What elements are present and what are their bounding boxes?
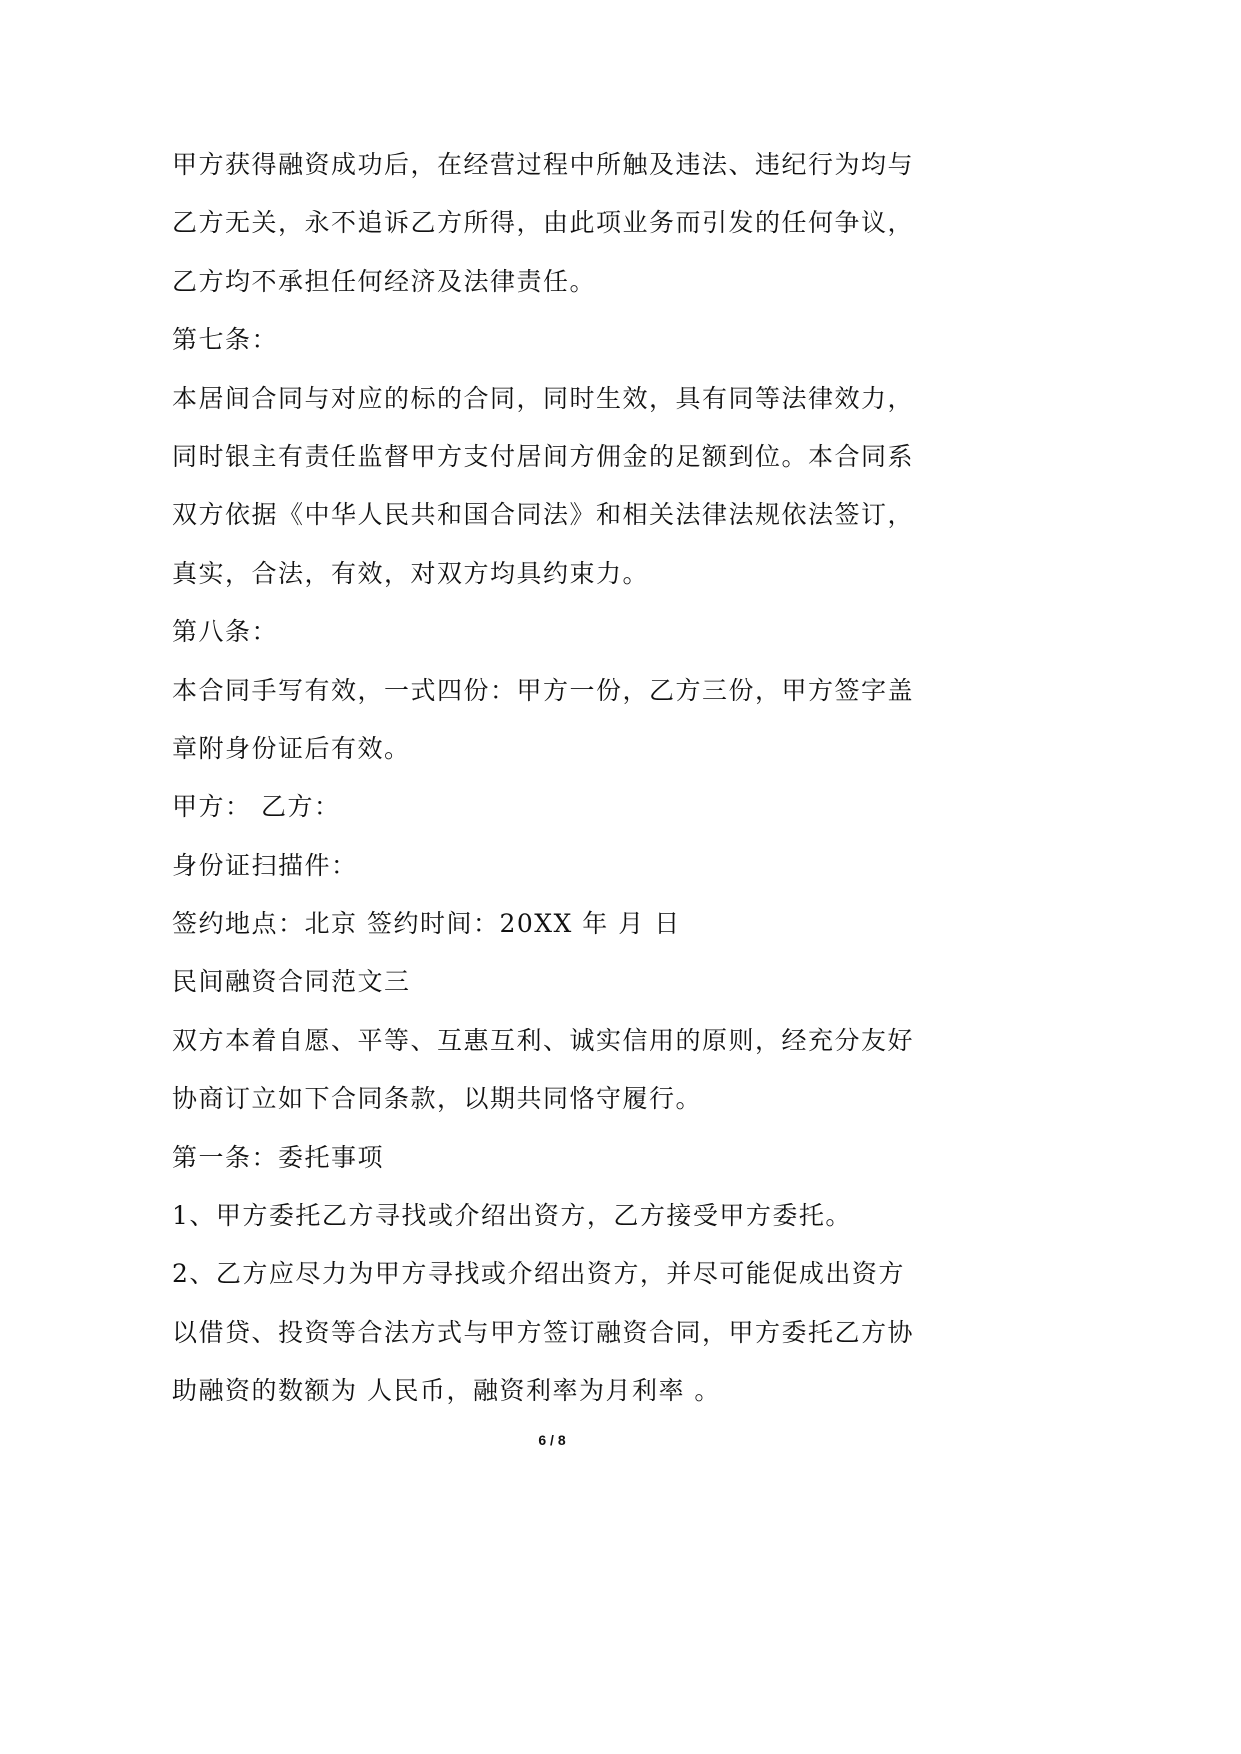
- section-title: 民间融资合同范文三: [172, 967, 411, 997]
- text-line: 乙方无关，永不追诉乙方所得，由此项业务而引发的任何争议，: [172, 208, 915, 238]
- text-line: 双方依据《中华人民共和国合同法》和相关法律法规依法签订，: [172, 500, 915, 530]
- text-line: 助融资的数额为 人民币，融资利率为月利率 。: [172, 1376, 721, 1406]
- signing-place-time: 签约地点：北京 签约时间：20XX 年 月 日: [172, 909, 681, 939]
- text-line: 以借贷、投资等合法方式与甲方签订融资合同，甲方委托乙方协: [172, 1317, 915, 1347]
- text-line: 双方本着自愿、平等、互惠互利、诚实信用的原则，经充分友好: [172, 1025, 915, 1055]
- text-line: 本合同手写有效，一式四份：甲方一份，乙方三份，甲方签字盖: [172, 675, 915, 705]
- id-scan-label: 身份证扫描件：: [172, 850, 358, 880]
- page-number: 6 / 8: [538, 1432, 566, 1448]
- clause-heading: 第一条：委托事项: [172, 1142, 385, 1172]
- text-line: 协商订立如下合同条款，以期共同恪守履行。: [172, 1084, 703, 1114]
- text-line: 本居间合同与对应的标的合同，同时生效，具有同等法律效力，: [172, 383, 915, 413]
- text-line: 乙方均不承担任何经济及法律责任。: [172, 266, 597, 296]
- list-item: 1、甲方委托乙方寻找或介绍出资方，乙方接受甲方委托。: [172, 1201, 852, 1231]
- text-line: 真实，合法，有效，对双方均具约束力。: [172, 558, 650, 588]
- clause-heading: 第七条：: [172, 325, 279, 355]
- list-item: 2、乙方应尽力为甲方寻找或介绍出资方，并尽可能促成出资方: [172, 1259, 905, 1289]
- document-body: [172, 136, 952, 1421]
- text-line: 章附身份证后有效。: [172, 733, 411, 763]
- signature-parties: 甲方： 乙方：: [172, 792, 341, 822]
- text-line: 甲方获得融资成功后，在经营过程中所触及违法、违纪行为均与: [172, 150, 915, 179]
- text-line: 同时银主有责任监督甲方支付居间方佣金的足额到位。本合同系: [172, 441, 915, 471]
- clause-heading: 第八条：: [172, 617, 279, 647]
